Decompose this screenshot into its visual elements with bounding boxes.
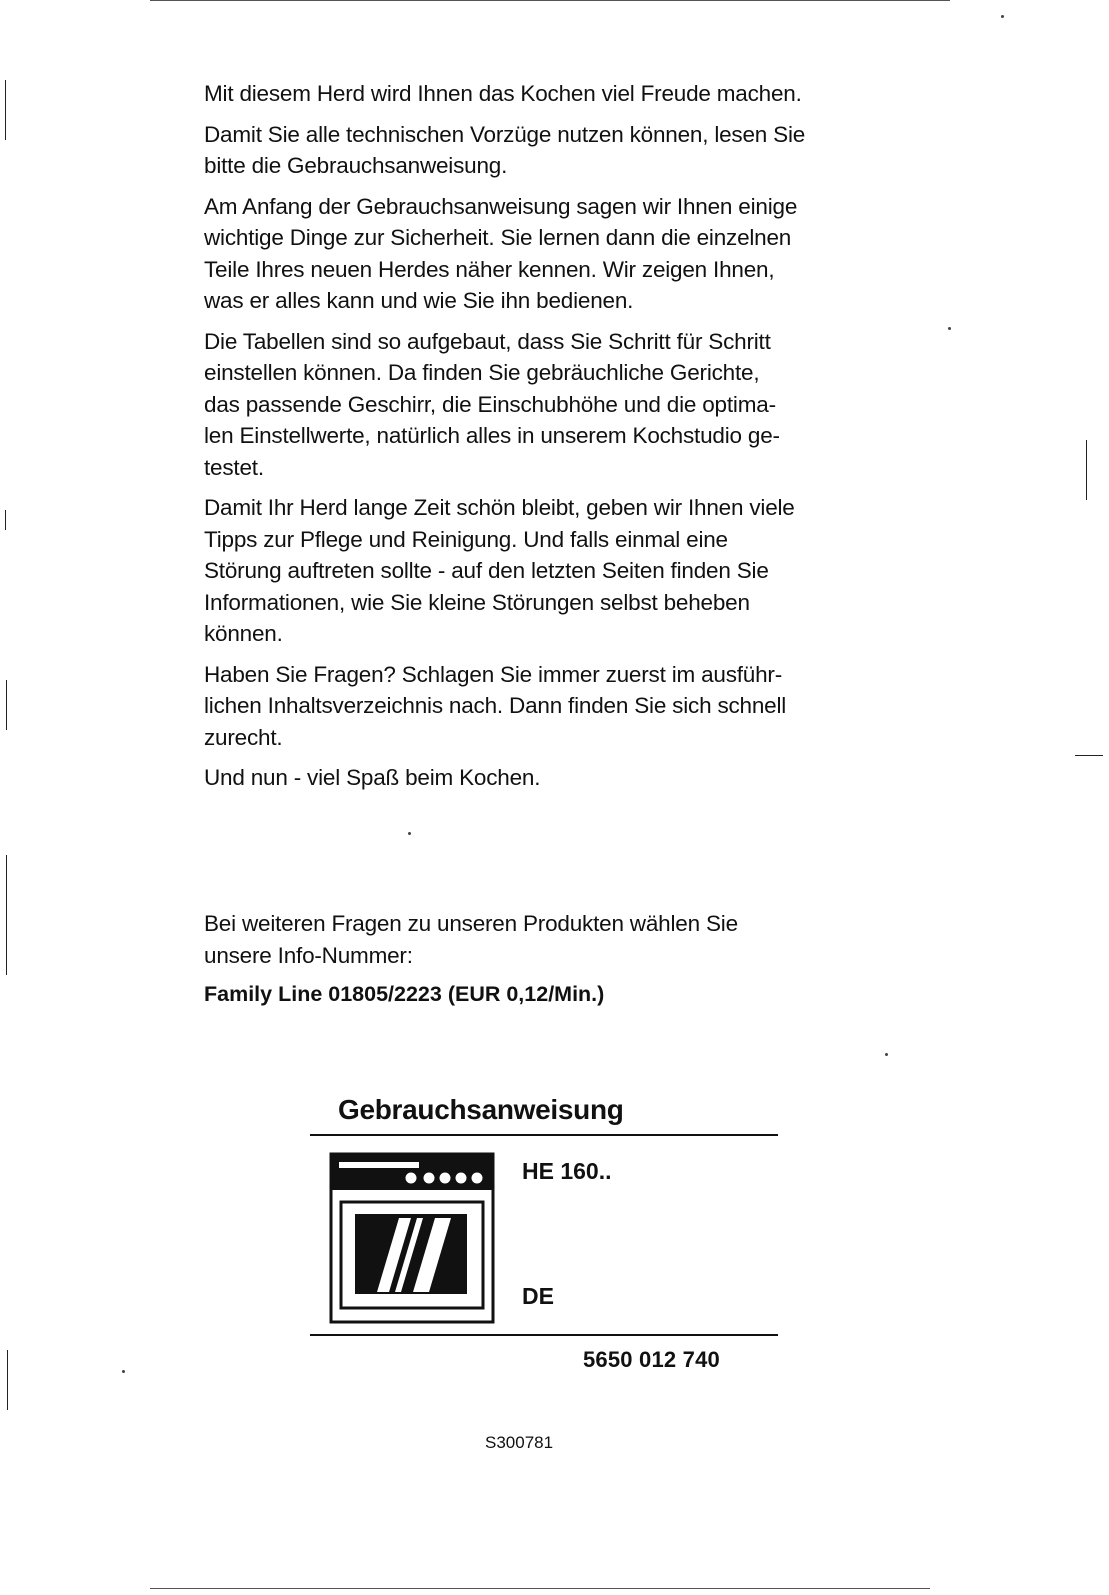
intro-paragraph: Die Tabellen sind so aufgebaut, dass Sie Schritt für Schritt einstellen können. Da finden Sie gebräuchliche Gerichte, das passende Geschirr, die Einschubhöhe und die optima- len Einstellwerte, natürlich alles in unserem Kochstudio ge- testet. <box>204 328 780 480</box>
scan-edge-left-4 <box>6 855 7 975</box>
scan-speck <box>1001 15 1004 18</box>
hotline-number: Family Line 01805/2223 (EUR 0,12/Min.) <box>204 982 605 1006</box>
scan-edge-left-2 <box>5 510 6 530</box>
intro-paragraph: Und nun - viel Spaß beim Kochen. <box>204 765 541 790</box>
model-number: HE 160.. <box>522 1158 612 1184</box>
intro-paragraph: Damit Sie alle technischen Vorzüge nutzen können, lesen Sie bitte die Gebrauchsanweisung. <box>204 121 806 178</box>
part-number: 5650 012 740 <box>583 1347 720 1372</box>
title-rule <box>310 1134 778 1136</box>
scan-edge-right-1 <box>1086 440 1087 500</box>
info-number-section <box>204 908 924 1011</box>
scan-edge-left-1 <box>5 80 6 140</box>
document-id: S300781 <box>485 1433 554 1452</box>
intro-paragraph: Haben Sie Fragen? Schlagen Sie immer zuerst im ausführ- lichen Inhaltsverzeichnis nach. Dann finden Sie sich schnell zurecht. <box>204 661 787 750</box>
country-code: DE <box>522 1283 554 1309</box>
scan-edge-right-2 <box>1075 755 1103 756</box>
scan-edge-bottom <box>150 1588 930 1589</box>
intro-paragraph: Damit Ihr Herd lange Zeit schön bleibt, geben wir Ihnen viele Tipps zur Pflege und Reinigung. Und falls einmal eine Störung auftreten sollte - auf den letzten Seiten finden Sie Informationen, wie Sie kleine Störungen selbst beheben können. <box>204 495 795 646</box>
scan-speck <box>122 1370 125 1373</box>
scan-speck <box>408 832 411 835</box>
intro-text <box>204 78 904 803</box>
scan-speck <box>948 327 951 330</box>
intro-paragraph: Am Anfang der Gebrauchsanweisung sagen wir Ihnen einige wichtige Dinge zur Sicherheit. Sie lernen dann die einzelnen Teile Ihres neuen Herdes näher kennen. Wir zeigen Ihnen, was er alles kann und wie Sie ihn bedienen. <box>204 193 798 313</box>
oven-icon <box>329 1152 499 1328</box>
scan-edge-left-5 <box>7 1350 8 1410</box>
intro-paragraph: Mit diesem Herd wird Ihnen das Kochen viel Freude machen. <box>204 81 802 106</box>
info-text: Bei weiteren Fragen zu unseren Produkten wählen Sie unsere Info-Nummer: <box>204 911 738 968</box>
bottom-rule <box>310 1334 778 1336</box>
manual-title: Gebrauchsanweisung <box>338 1094 624 1125</box>
scan-speck <box>885 1053 888 1056</box>
scan-edge-top <box>150 0 950 1</box>
scan-edge-left-3 <box>6 680 7 730</box>
